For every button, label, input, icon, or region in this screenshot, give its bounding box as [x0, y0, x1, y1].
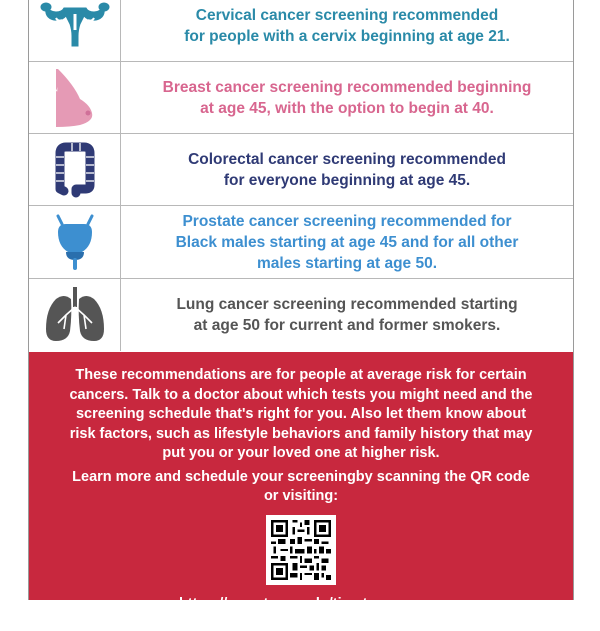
- footer-panel: [29, 352, 573, 630]
- colon-icon: [52, 143, 98, 197]
- row-colorectal-line-2: for everyone beginning at age 45.: [223, 171, 471, 189]
- row-breast: [29, 62, 573, 134]
- row-cervical: [29, 0, 573, 62]
- screening-url-link[interactable]: https://go.rutgers.edu/timetoscreen: [178, 595, 424, 612]
- row-prostate-icon-cell: [29, 206, 121, 278]
- row-colorectal-line-1: Colorectal cancer screening recommended: [188, 150, 506, 168]
- prostate-icon: [52, 214, 98, 270]
- row-lung-line-1: Lung cancer screening recommended starting: [176, 296, 518, 313]
- row-cervical-line-1: Cervical cancer screening recommended: [195, 6, 499, 24]
- screening-card: [28, 0, 574, 630]
- qr-code-icon: [271, 520, 331, 580]
- breast-icon: [50, 67, 100, 129]
- row-prostate-text: [121, 206, 573, 278]
- row-prostate: [29, 206, 573, 279]
- footer-paragraph: These recommendations are for people at average risk for certain cancers. Talk to a doctor about which tests you might need and the screening schedule that's right for you. Also let them know about risk factors, such as lifestyle behaviors and family history that may put you or your loved one at higher risk.: [69, 367, 533, 461]
- row-cervical-icon-cell: [29, 0, 121, 61]
- row-lung-icon-cell: [29, 279, 121, 351]
- row-cervical-text: [121, 0, 573, 61]
- uterus-icon: [40, 0, 110, 52]
- learn-more-text: Learn more and schedule your screeningby scanning the QR code or visiting:: [72, 468, 530, 504]
- row-cervical-line-2: for people with a cervix beginning at age 21.: [184, 27, 510, 45]
- row-lung-text: [121, 279, 573, 351]
- row-prostate-line-1: Prostate cancer screening recommended for: [182, 212, 512, 230]
- lungs-icon: [42, 285, 108, 345]
- qr-code[interactable]: [266, 515, 336, 585]
- row-lung-line-2: at age 50 for current and former smokers.: [193, 317, 501, 334]
- row-breast-line-1: Breast cancer screening recommended beginning: [162, 78, 532, 96]
- row-prostate-line-2: Black males starting at age 45 and for all other: [175, 233, 519, 251]
- row-lung: [29, 279, 573, 351]
- row-colorectal-text: [121, 134, 573, 205]
- row-prostate-line-3: males starting at age 50.: [256, 254, 438, 272]
- row-breast-line-2: at age 45, with the option to begin at 40.: [200, 99, 494, 117]
- row-breast-icon-cell: [29, 62, 121, 133]
- row-breast-text: [121, 62, 573, 133]
- hashtag: #StayInformedGetScreened: [205, 613, 397, 630]
- row-colorectal: [29, 134, 573, 206]
- row-colorectal-icon-cell: [29, 134, 121, 205]
